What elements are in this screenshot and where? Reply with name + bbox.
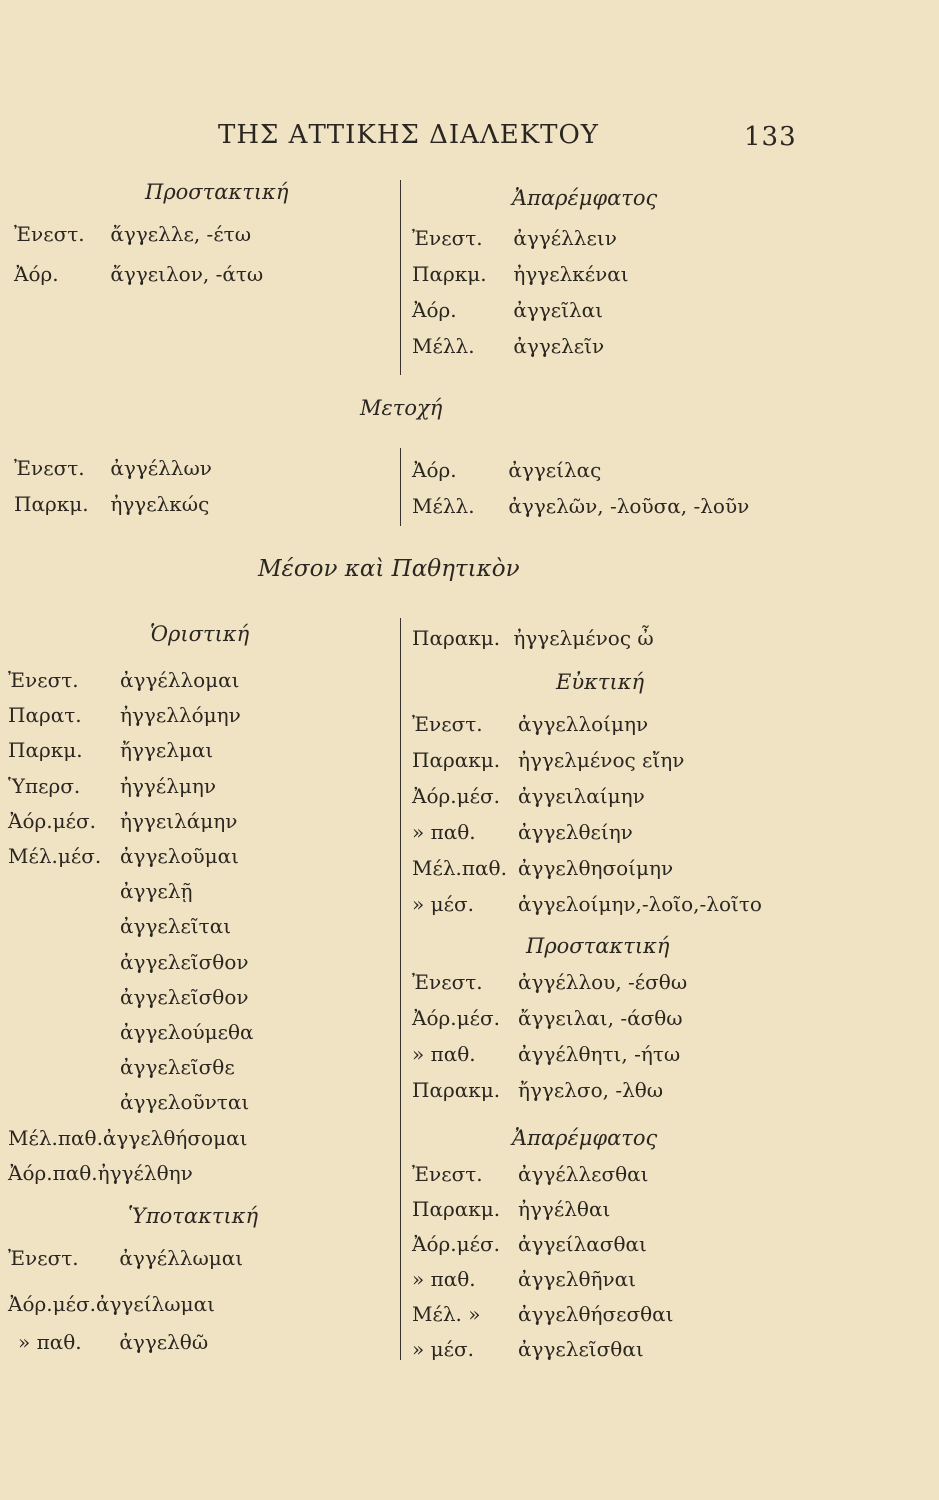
row-label: Παρκμ. [14,492,89,516]
optative-heading: Εὐκτική [556,670,645,694]
row-label: » μέσ. [412,892,474,916]
row-label: Ἀόρ.μέσ. [412,1232,500,1256]
table-row [412,1302,674,1327]
row-label: Ἐνεστ. [14,456,85,480]
running-title: ΤΗΣ ΑΤΤΙΚΗΣ ΔΙΑΛΕΚΤΟΥ [218,120,599,150]
table-row [412,334,604,359]
row-label: Ἐνεστ. [412,712,483,736]
table-row [412,626,654,651]
row-form: ἀγγειλαίμην [518,784,645,808]
row-form: ἀγγελεῖσθαι [518,1337,644,1361]
row-form: ἠγγελμένος ὦ [513,626,654,650]
row-label: » μέσ. [412,1337,474,1361]
row-label: Ἀόρ. [14,262,59,286]
table-row [412,712,648,737]
active-imperative-heading: Προστακτική [145,180,289,204]
column-divider [400,618,401,1360]
row-label: » παθ. [18,1330,82,1354]
row-form: Μέλ.παθ.ἀγγελθήσομαι [8,1125,248,1150]
table-row [8,1126,247,1151]
row-label: Μέλ.παθ. [412,856,507,880]
table-row [8,668,240,693]
active-infinitive-heading: Ἀπαρέμφατος [512,186,658,210]
row-label: Ἐνεστ. [412,226,483,250]
table-row [412,856,673,881]
column-divider [400,448,401,526]
table-row [412,1197,610,1222]
table-row [18,1330,208,1355]
row-form: Ἀόρ.μέσ.ἀγγείλωμαι [8,1292,215,1316]
row-form: ἀγγελοίμην,-λοῖο,-λοῖτο [518,892,762,916]
table-row [120,985,249,1010]
row-form: ἀγγέλλωμαι [119,1246,244,1270]
row-label: Παρακμ. [412,748,501,772]
mp-infinitive-heading: Ἀπαρέμφατος [512,1126,658,1150]
row-label: Μέλ. » [412,1302,481,1326]
row-form: ἀγγεῖλαι [513,298,603,322]
row-form: ἀγγελθῶ [119,1330,209,1354]
row-form: ἠγγειλάμην [120,808,238,833]
table-row [412,820,633,845]
row-form: ἀγγέλλειν [513,226,617,250]
column-divider [400,180,401,375]
row-form: ἀγγελθῆναι [518,1267,636,1291]
table-row [412,1337,644,1362]
table-row [412,226,617,251]
row-label: Μέλ.μέσ. [8,844,102,868]
table-row [120,879,192,904]
table-row [8,703,241,728]
row-form: ἠγγελκέναι [513,262,629,286]
table-row [120,1055,235,1080]
table-row [412,892,762,917]
row-form: ἀγγελοῦνται [120,1090,250,1115]
table-row [412,1006,683,1031]
table-row [412,1232,647,1257]
row-form: ἀγγέλλου, -έσθω [518,970,688,994]
row-label: Παρακμ. [412,1078,501,1102]
row-form: Ἀόρ.παθ.ἠγγέλθην [8,1160,193,1185]
table-row [8,738,213,763]
row-form: ἀγγελῇ [120,879,193,904]
row-label: Παρακμ. [412,626,501,650]
row-form: ἀγγελοῦμαι [120,844,239,868]
row-form: ἀγγελεῖσθε [120,1055,235,1080]
table-row [412,298,603,323]
table-row [120,1090,249,1115]
row-form: ἠγγέλθαι [518,1197,611,1221]
row-label: Ἀόρ.μέσ. [412,784,500,808]
row-form: ἄγγειλον, -άτω [110,262,264,286]
row-form: ἀγγείλασθαι [518,1232,647,1256]
table-row [412,970,687,995]
middle-passive-heading: Μέσον καὶ Παθητικὸν [258,556,520,582]
row-label: Ἐνεστ. [412,1162,483,1186]
row-label: Μέλλ. [412,334,475,358]
row-label: Ἐνεστ. [8,668,79,692]
table-row [14,222,251,247]
row-label: Ἐνεστ. [8,1246,79,1270]
row-form: ἀγγελεῖται [120,914,232,939]
row-label: Μέλλ. [412,494,475,518]
table-row [412,262,629,287]
row-label: » παθ. [412,820,476,844]
row-form: ἀγγελεῖν [513,334,605,358]
table-row [412,1162,649,1187]
row-label: Ἀόρ.μέσ. [412,1006,500,1030]
row-label: » παθ. [412,1267,476,1291]
row-form: ἀγγέλλων [110,456,212,480]
table-row [8,1161,193,1186]
row-form: ἀγγέλλεσθαι [518,1162,649,1186]
row-form: ἠγγελκώς [110,492,210,516]
row-form: ἄγγειλαι, -άσθω [518,1006,683,1030]
table-row [8,1292,215,1317]
table-row [8,844,239,869]
table-row [412,1078,663,1103]
table-row [120,950,249,975]
row-label: Παρακμ. [412,1197,501,1221]
row-form: ἀγγείλας [508,458,602,482]
table-row [14,456,212,481]
table-row [412,1042,680,1067]
row-form: ἀγγελθείην [518,820,633,844]
row-label: Ἀόρ. [412,298,457,322]
row-form: ἤγγελμαι [120,738,214,763]
table-row [8,774,216,799]
row-form: ἀγγελθήσεσθαι [518,1302,674,1326]
row-label: Παρκμ. [8,738,83,763]
row-label: Ἀόρ.μέσ. [8,808,96,833]
row-form: ἀγγελθησοίμην [518,856,674,880]
row-form: ἀγγελῶν, -λοῦσα, -λοῦν [508,494,750,518]
table-row [412,1267,636,1292]
row-form: ἠγγελμένος εἴην [518,748,685,772]
row-label: » παθ. [412,1042,476,1066]
participle-heading: Μετοχή [360,396,443,420]
table-row [8,1246,243,1271]
table-row [8,809,237,834]
mp-imperative-heading: Προστακτική [526,934,670,958]
page-number: 133 [744,122,797,152]
table-row [412,748,684,773]
table-row [120,1020,254,1045]
table-row [412,458,601,483]
row-form: ἀγγελούμεθα [120,1020,254,1044]
table-row [412,784,645,809]
row-label: Ἐνεστ. [412,970,483,994]
row-form: ἀγγέλλομαι [120,668,240,692]
row-label: Παρκμ. [412,262,487,286]
subjunctive-heading: Ὑποτακτική [128,1204,259,1228]
table-row [14,262,263,287]
row-label: Παρατ. [8,703,82,728]
row-form: ἠγγελλόμην [120,703,241,728]
row-form: ἠγγέλμην [120,773,217,798]
table-row [120,914,231,939]
table-row [14,492,209,517]
row-label: Ἐνεστ. [14,222,85,246]
row-form: ἀγγελεῖσθον [120,984,249,1009]
row-form: ἀγγελλοίμην [518,712,649,736]
table-row [412,494,749,519]
row-form: ἀγγελεῖσθον [120,949,249,974]
row-form: ἄγγελλε, -έτω [110,222,252,246]
indicative-heading: Ὁριστική [150,622,250,646]
row-form: ἀγγέλθητι, -ήτω [518,1042,681,1066]
row-label: Ἀόρ. [412,458,457,482]
row-form: ἤγγελσο, -λθω [518,1078,664,1102]
row-label: Ὑπερσ. [8,773,81,798]
